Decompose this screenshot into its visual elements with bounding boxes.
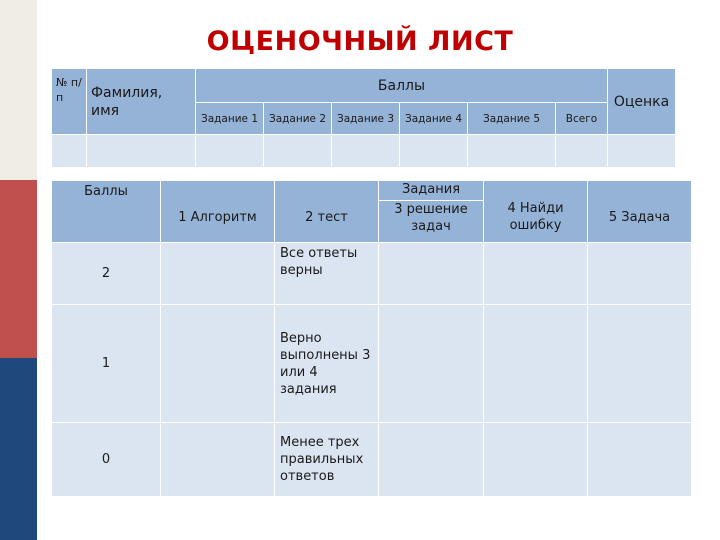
criteria-cell <box>161 305 275 423</box>
header-task-5: Задание 5 <box>468 103 556 135</box>
cell-fio[interactable] <box>87 135 196 168</box>
criteria-cell <box>588 423 692 497</box>
criteria-score: 2 <box>52 243 161 305</box>
decor-stripe-blue <box>0 358 37 540</box>
criteria-header-points: Баллы <box>52 181 161 243</box>
criteria-cell <box>588 305 692 423</box>
header-task-1: Задание 1 <box>196 103 264 135</box>
criteria-header-test: 2 тест <box>275 181 379 243</box>
cell-task-1[interactable] <box>196 135 264 168</box>
cell-task-2[interactable] <box>264 135 332 168</box>
criteria-cell <box>588 243 692 305</box>
criteria-score: 1 <box>52 305 161 423</box>
evaluation-sheet-table <box>51 68 676 168</box>
header-task-2: Задание 2 <box>264 103 332 135</box>
criteria-cell <box>379 423 484 497</box>
criteria-cell <box>161 423 275 497</box>
criteria-cell <box>484 305 588 423</box>
criteria-header-tasks: Задания <box>379 181 484 201</box>
cell-task-5[interactable] <box>468 135 556 168</box>
criteria-cell <box>379 243 484 305</box>
criteria-test-text: Все ответы верны <box>275 243 379 305</box>
decor-stripe-red <box>0 180 37 358</box>
header-num: № п/п <box>52 69 87 135</box>
criteria-test-text: Верно выполнены 3 или 4 задания <box>275 305 379 423</box>
criteria-cell <box>484 243 588 305</box>
criteria-score: 0 <box>52 423 161 497</box>
header-fio: Фамилия, имя <box>87 69 196 135</box>
cell-grade[interactable] <box>608 135 676 168</box>
header-grade: Оценка <box>608 69 676 135</box>
criteria-cell <box>484 423 588 497</box>
criteria-cell <box>161 243 275 305</box>
criteria-header-problem-solving: 3 решение задач <box>379 201 484 243</box>
header-total: Всего <box>556 103 608 135</box>
page-title: ОЦЕНОЧНЫЙ ЛИСТ <box>206 26 514 57</box>
header-points: Баллы <box>196 69 608 103</box>
cell-total[interactable] <box>556 135 608 168</box>
cell-num[interactable] <box>52 135 87 168</box>
criteria-test-text: Менее трех правильных ответов <box>275 423 379 497</box>
header-task-3: Задание 3 <box>332 103 400 135</box>
criteria-table <box>51 180 692 497</box>
criteria-header-find-error: 4 Найди ошибку <box>484 181 588 243</box>
criteria-header-algorithm: 1 Алгоритм <box>161 181 275 243</box>
cell-task-4[interactable] <box>400 135 468 168</box>
criteria-header-task-problem: 5 Задача <box>588 181 692 243</box>
cell-task-3[interactable] <box>332 135 400 168</box>
header-task-4: Задание 4 <box>400 103 468 135</box>
criteria-cell <box>379 305 484 423</box>
